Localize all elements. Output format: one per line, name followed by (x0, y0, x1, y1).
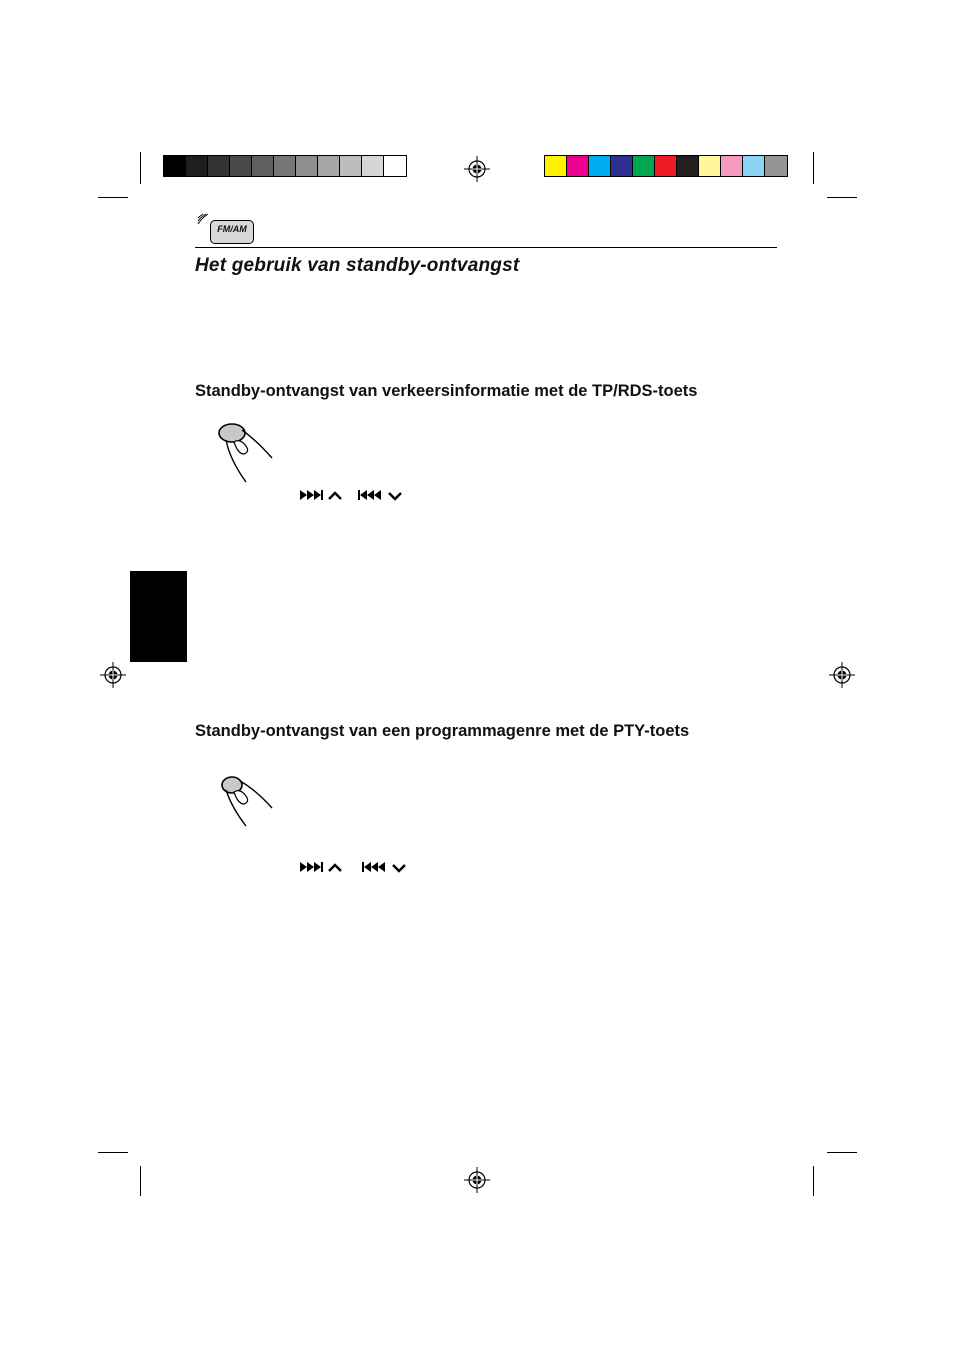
finger-press-icon (218, 772, 278, 832)
band-label: FM/AM (217, 224, 247, 234)
language-side-tab (130, 571, 187, 662)
color-swatch (721, 156, 743, 176)
color-swatch (655, 156, 677, 176)
color-swatch (208, 156, 230, 176)
registration-mark-icon (464, 156, 490, 182)
color-swatch (296, 156, 318, 176)
fm-am-band-badge (210, 220, 254, 244)
section-heading-tp-rds: Standby-ontvangst van verkeersinformatie met de TP/RDS-toets (195, 382, 698, 400)
crop-mark (813, 152, 814, 184)
color-swatch (677, 156, 699, 176)
crop-mark (140, 1166, 141, 1196)
color-swatch (384, 156, 406, 176)
color-swatch (699, 156, 721, 176)
section-heading-pty: Standby-ontvangst van een programmagenre met de PTY-toets (195, 722, 690, 740)
crop-mark (98, 197, 128, 198)
color-swatch (230, 156, 252, 176)
color-swatch (589, 156, 611, 176)
color-swatch (252, 156, 274, 176)
seek-controls (300, 488, 408, 502)
color-swatch (318, 156, 340, 176)
registration-mark-icon (464, 1167, 490, 1193)
seek-controls (300, 860, 412, 874)
color-swatch (765, 156, 787, 176)
registration-mark-icon (100, 662, 126, 688)
header-rule (195, 247, 777, 248)
grayscale-calibration-bar (163, 155, 407, 177)
color-swatch (340, 156, 362, 176)
skip-forward-up-icon (300, 860, 344, 874)
color-swatch (274, 156, 296, 176)
color-swatch (186, 156, 208, 176)
color-swatch (611, 156, 633, 176)
crop-mark (98, 1152, 128, 1153)
color-swatch (164, 156, 186, 176)
crop-mark (813, 1166, 814, 1196)
finger-press-icon (212, 420, 276, 488)
crop-mark (140, 152, 141, 184)
color-swatch (362, 156, 384, 176)
crop-mark (827, 197, 857, 198)
color-calibration-bar (544, 155, 788, 177)
page-title: Het gebruik van standby-ontvangst (195, 255, 520, 276)
registration-mark-icon (829, 662, 855, 688)
color-swatch (743, 156, 765, 176)
skip-back-down-icon (362, 860, 412, 874)
crop-mark (827, 1152, 857, 1153)
color-swatch (633, 156, 655, 176)
skip-back-down-icon (358, 488, 408, 502)
skip-forward-up-icon (300, 488, 344, 502)
color-swatch (545, 156, 567, 176)
color-swatch (567, 156, 589, 176)
